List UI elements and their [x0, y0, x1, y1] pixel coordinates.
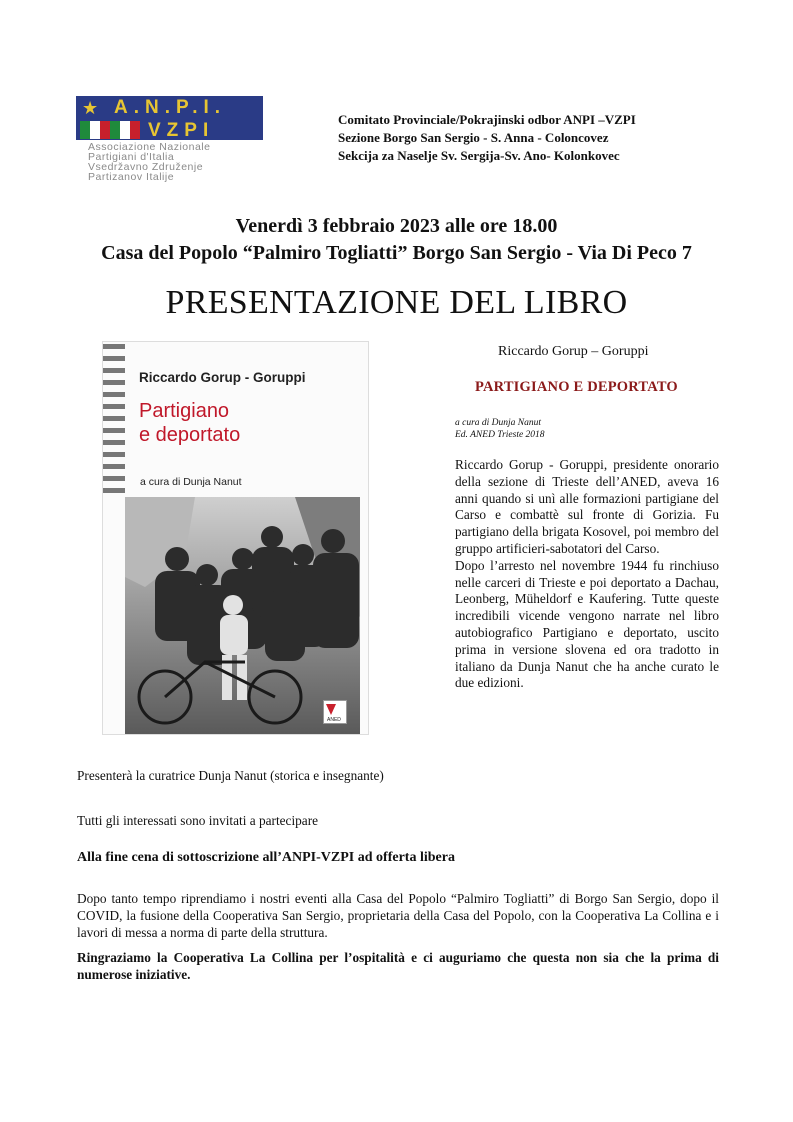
event-venue: Casa del Popolo “Palmiro Togliatti” Borgo San Sergio - Via Di Peco 7: [101, 242, 692, 264]
book-cover: [103, 342, 368, 734]
presenter-line: Presenterà la curatrice Dunja Nanut (storica e insegnante): [77, 768, 384, 783]
svg-text:ANED: ANED: [327, 717, 341, 723]
bio-paragraph-1: Riccardo Gorup - Goruppi, presidente onorario della sezione di Trieste dell’ANED, aveva 16 anni quando si unì alle formazioni partigiane del Carso e combattè sul fronte di Gorizia. Fu partigiano della brigata Kosovel, poi membro del gruppo artificieri-sabotatori del Carso.: [455, 457, 719, 556]
anpi-vzpi-logo: [76, 96, 263, 182]
partisans-photo: [125, 497, 360, 734]
resume-paragraph: Dopo tanto tempo riprendiamo i nostri eventi alla Casa del Popolo “Palmiro Togliatti” di Borgo San Sergio, dopo il COVID, la fusione della Cooperativa San Sergio, proprietaria della Casa del Popolo, con la Cooperativa La Collina e i lavori di messa a norma di parte della struttura.: [77, 891, 719, 940]
logo-bottom-text: VZPI: [148, 120, 215, 141]
cover-author: Riccardo Gorup - Goruppi: [139, 370, 306, 385]
thanks-paragraph: Ringraziamo la Cooperativa La Collina per l’ospitalità e ci auguriamo che questa non sia che la prima di numerose iniziative.: [77, 950, 719, 982]
logo-top-text: A.N.P.I.: [114, 97, 227, 118]
author-bio: [455, 457, 719, 692]
dinner-line: Alla fine cena di sottoscrizione all’ANPI-VZPI ad offerta libera: [77, 850, 455, 865]
logo-top-band: [76, 96, 263, 120]
org-line-1: Comitato Provinciale/Pokrajinski odbor ANPI –VZPI: [338, 112, 636, 127]
bio-paragraph-2: Dopo l’arresto nel novembre 1944 fu rinchiuso nelle carceri di Trieste e poi deportato a Dachau, Leonberg, Müheldorf e Kaufering. Tutte queste incredibili vicende vengono narrate nel libro autobiografico Partigiano e deportato, uscito prima in versione slovena ed ora tradotto in italiano da Dunja Nanut che ha anche curato le due edizioni.: [455, 557, 719, 691]
event-date: Venerdì 3 febbraio 2023 alle ore 18.00: [235, 215, 558, 237]
book-title: PARTIGIANO E DEPORTATO: [475, 379, 678, 395]
logo-caption: Associazione Nazionale Partigiani d'Italia Vsedržavno Združenje Partizanov Italije: [88, 141, 211, 183]
org-line-2: Sezione Borgo San Sergio - S. Anna - Coloncovez: [338, 130, 609, 145]
invite-line: Tutti gli interessati sono invitati a partecipare: [77, 813, 319, 828]
organization-header: [338, 111, 636, 165]
flag-icon: [80, 121, 140, 139]
page-title: PRESENTAZIONE DEL LIBRO: [165, 284, 628, 321]
aned-badge: [323, 700, 347, 724]
cover-curator: a cura di Dunja Nanut: [140, 476, 242, 488]
cover-title: Partigiano e deportato: [139, 400, 241, 446]
cover-stripes: [103, 342, 125, 734]
org-line-3: Sekcija za Naselje Sv. Sergija-Sv. Ano- Kolonkovec: [338, 148, 620, 163]
book-edition: Ed. ANED Trieste 2018: [455, 430, 545, 440]
book-author: Riccardo Gorup – Goruppi: [498, 344, 649, 359]
star-icon: ★: [82, 98, 99, 118]
book-meta: [455, 417, 545, 441]
book-curator: a cura di Dunja Nanut: [455, 418, 542, 428]
